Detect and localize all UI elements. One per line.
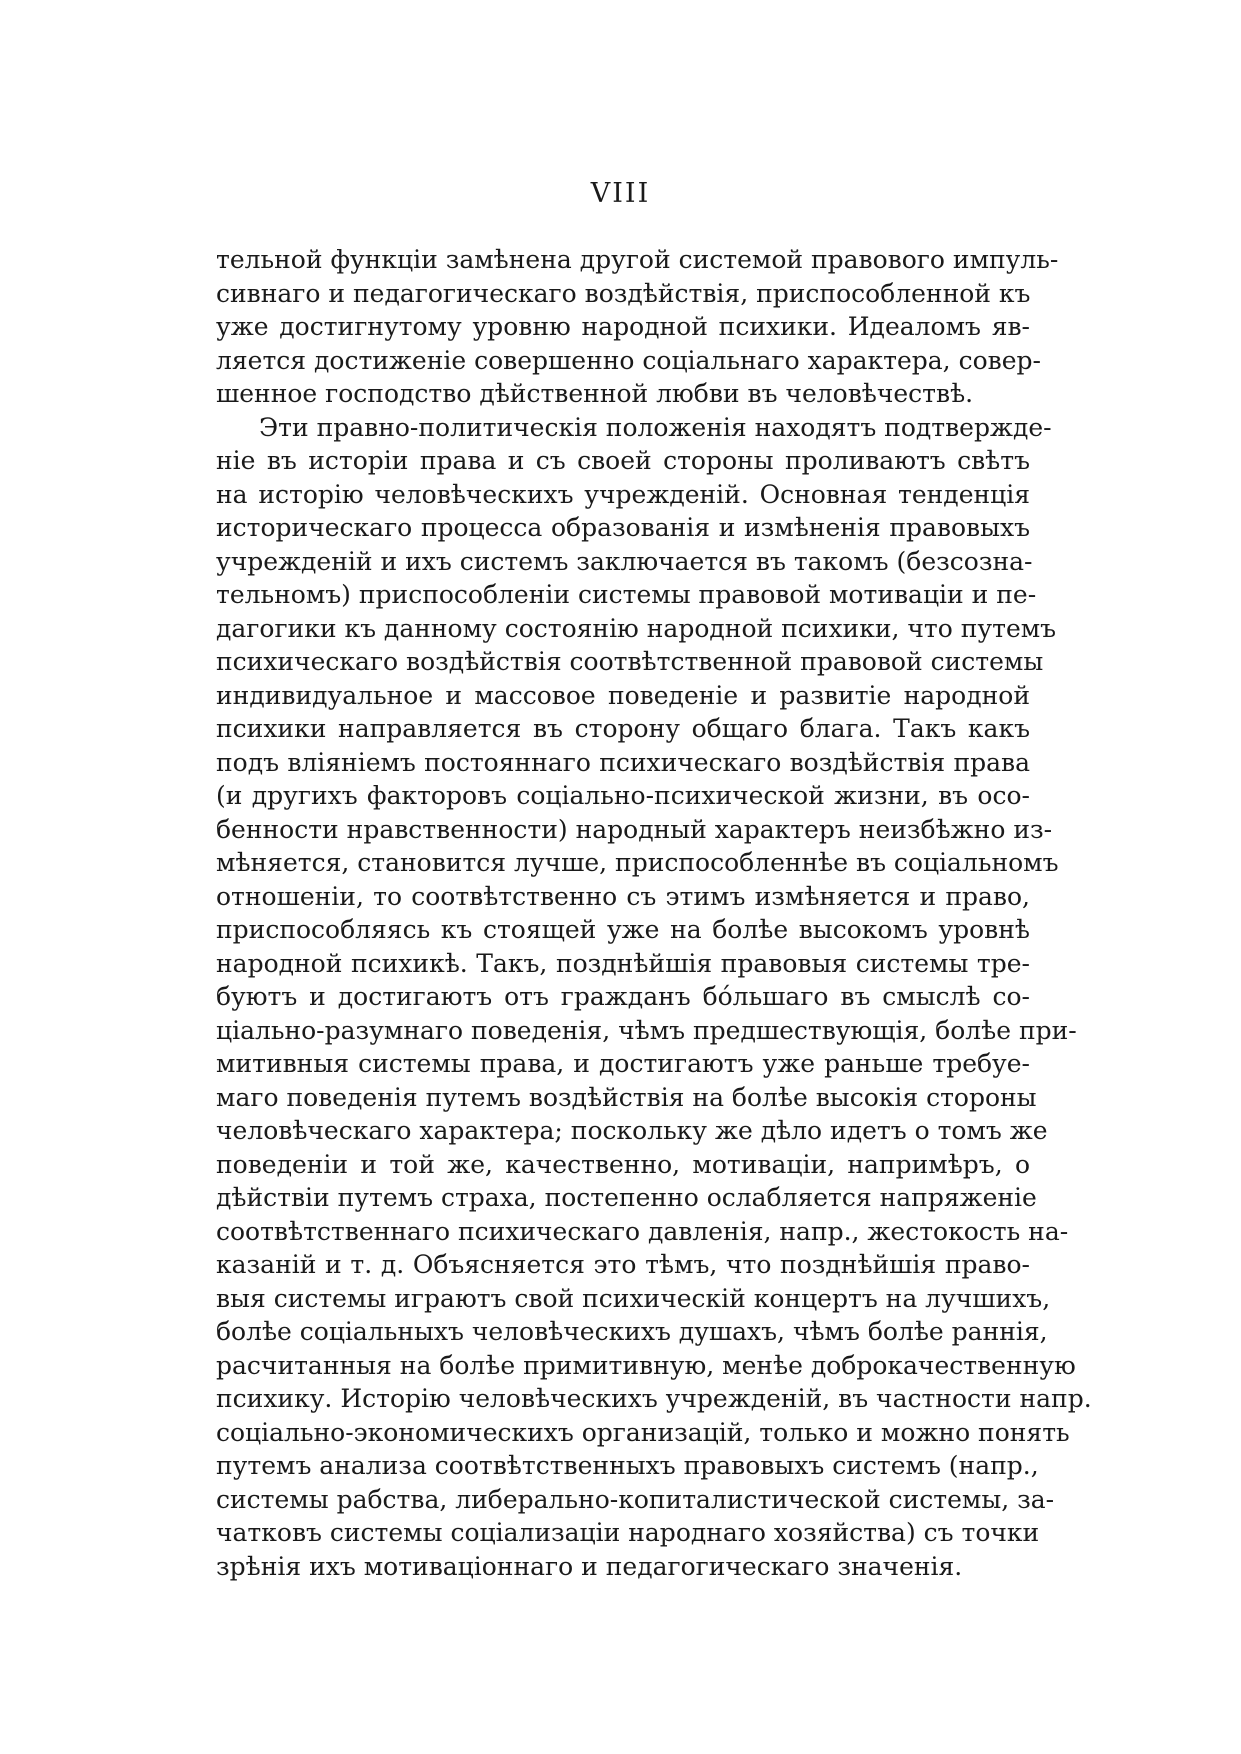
text-line: подъ вліяніемъ постояннаго психическаго воздѣйствія права (216, 747, 1030, 777)
text-line: учрежденій и ихъ системъ заключается въ такомъ (безсозна- (216, 546, 1033, 576)
text-line: маго поведенія путемъ воздѣйствія на болѣе высокія стороны (216, 1082, 1037, 1112)
text-line: бенности нравственности) народный характеръ неизбѣжно из- (216, 814, 1053, 844)
text-line: выя системы играютъ свой психическій концертъ на лучшихъ, (216, 1283, 1051, 1313)
text-line: уже достигнутому уровню народной психики. Идеаломъ яв- (216, 312, 1030, 341)
text-line: болѣе соціальныхъ человѣческихъ душахъ, чѣмъ болѣе раннія, (216, 1317, 1048, 1346)
text-line: путемъ анализа соотвѣтственныхъ правовыхъ системъ (напр., (216, 1451, 1039, 1480)
text-line: расчитанныя на болѣе примитивную, менѣе доброкачественную (216, 1350, 1076, 1380)
text-line: психическаго воздѣйствія соотвѣтственной правовой системы (216, 647, 1044, 676)
text-line: индивидуальное и массовое поведеніе и развитіе народной (216, 680, 1030, 710)
text-line: человѣческаго характера; поскольку же дѣло идетъ о томъ же (216, 1116, 1048, 1145)
text-line: мѣняется, становится лучше, приспособленнѣе въ соціальномъ (216, 848, 1059, 877)
text-line: Эти правно-политическія положенія находятъ подтвержде- (259, 412, 1052, 442)
text-line: приспособляясь къ стоящей уже на болѣе высокомъ уровнѣ (216, 915, 1030, 944)
text-line: системы рабства, либерально-копиталистической системы, за- (216, 1484, 1055, 1514)
page-number: VIII (590, 178, 651, 209)
text-line: митивныя системы права, и достигаютъ уже раньше требуе- (216, 1049, 1030, 1078)
text-line: зрѣнія ихъ мотиваціоннаго и педагогическаго значенія. (216, 1551, 963, 1581)
text-line: тельной функціи замѣнена другой системой правового импуль- (216, 245, 1059, 274)
text-line: сивнаго и педагогическаго воздѣйствія, приспособленной къ (216, 278, 1031, 308)
text-line: казаній и т. д. Объясняется это тѣмъ, что позднѣйшія право- (216, 1250, 1030, 1279)
paragraph (216, 411, 1092, 1584)
text-line: буютъ и достигаютъ отъ гражданъ бо́льшаго въ смыслѣ со- (216, 982, 1030, 1011)
text-line: историческаго процесса образованія и измѣненія правовыхъ (216, 513, 1030, 542)
text-line: народной психикѣ. Такъ, позднѣйшія правовыя системы тре- (216, 948, 1030, 978)
text-line: отношеніи, то соотвѣтственно съ этимъ измѣняется и право, (216, 881, 1030, 911)
paragraph (216, 243, 1059, 411)
text-line: соотвѣтственнаго психическаго давленія, напр., жестокость на- (216, 1216, 1069, 1246)
text-line: ціально-разумнаго поведенія, чѣмъ предшествующія, болѣе при- (216, 1015, 1077, 1045)
text-line: дагогики къ данному состоянію народной психики, что путемъ (216, 613, 1057, 643)
text-line: (и другихъ факторовъ соціально-психической жизни, въ осо- (216, 781, 1030, 810)
text-line: шенное господство дѣйственной любви въ человѣчествѣ. (216, 379, 974, 408)
text-line: ніе въ исторіи права и съ своей стороны проливаютъ свѣтъ (216, 446, 1030, 475)
text-line: психику. Исторію человѣческихъ учрежденій, въ частности напр. (216, 1384, 1092, 1413)
text-line: тельномъ) приспособленіи системы правовой мотиваціи и пе- (216, 580, 1037, 609)
body-text (216, 243, 1092, 1583)
text-line: дѣйствіи путемъ страха, постепенно ослабляется напряженіе (216, 1183, 1037, 1212)
text-line: поведеніи и той же, качественно, мотиваціи, напримѣръ, о (216, 1149, 1030, 1179)
text-line: чатковъ системы соціализаціи народнаго хозяйства) съ точки (216, 1518, 1040, 1547)
text-line: соціально-экономическихъ организацій, только и можно понять (216, 1417, 1070, 1447)
text-line: ляется достиженіе совершенно соціальнаго характера, совер- (216, 345, 1041, 375)
text-line: психики направляется въ сторону общаго блага. Такъ какъ (216, 714, 1030, 743)
text-line: на исторію человѣческихъ учрежденій. Основная тенденція (216, 479, 1030, 509)
